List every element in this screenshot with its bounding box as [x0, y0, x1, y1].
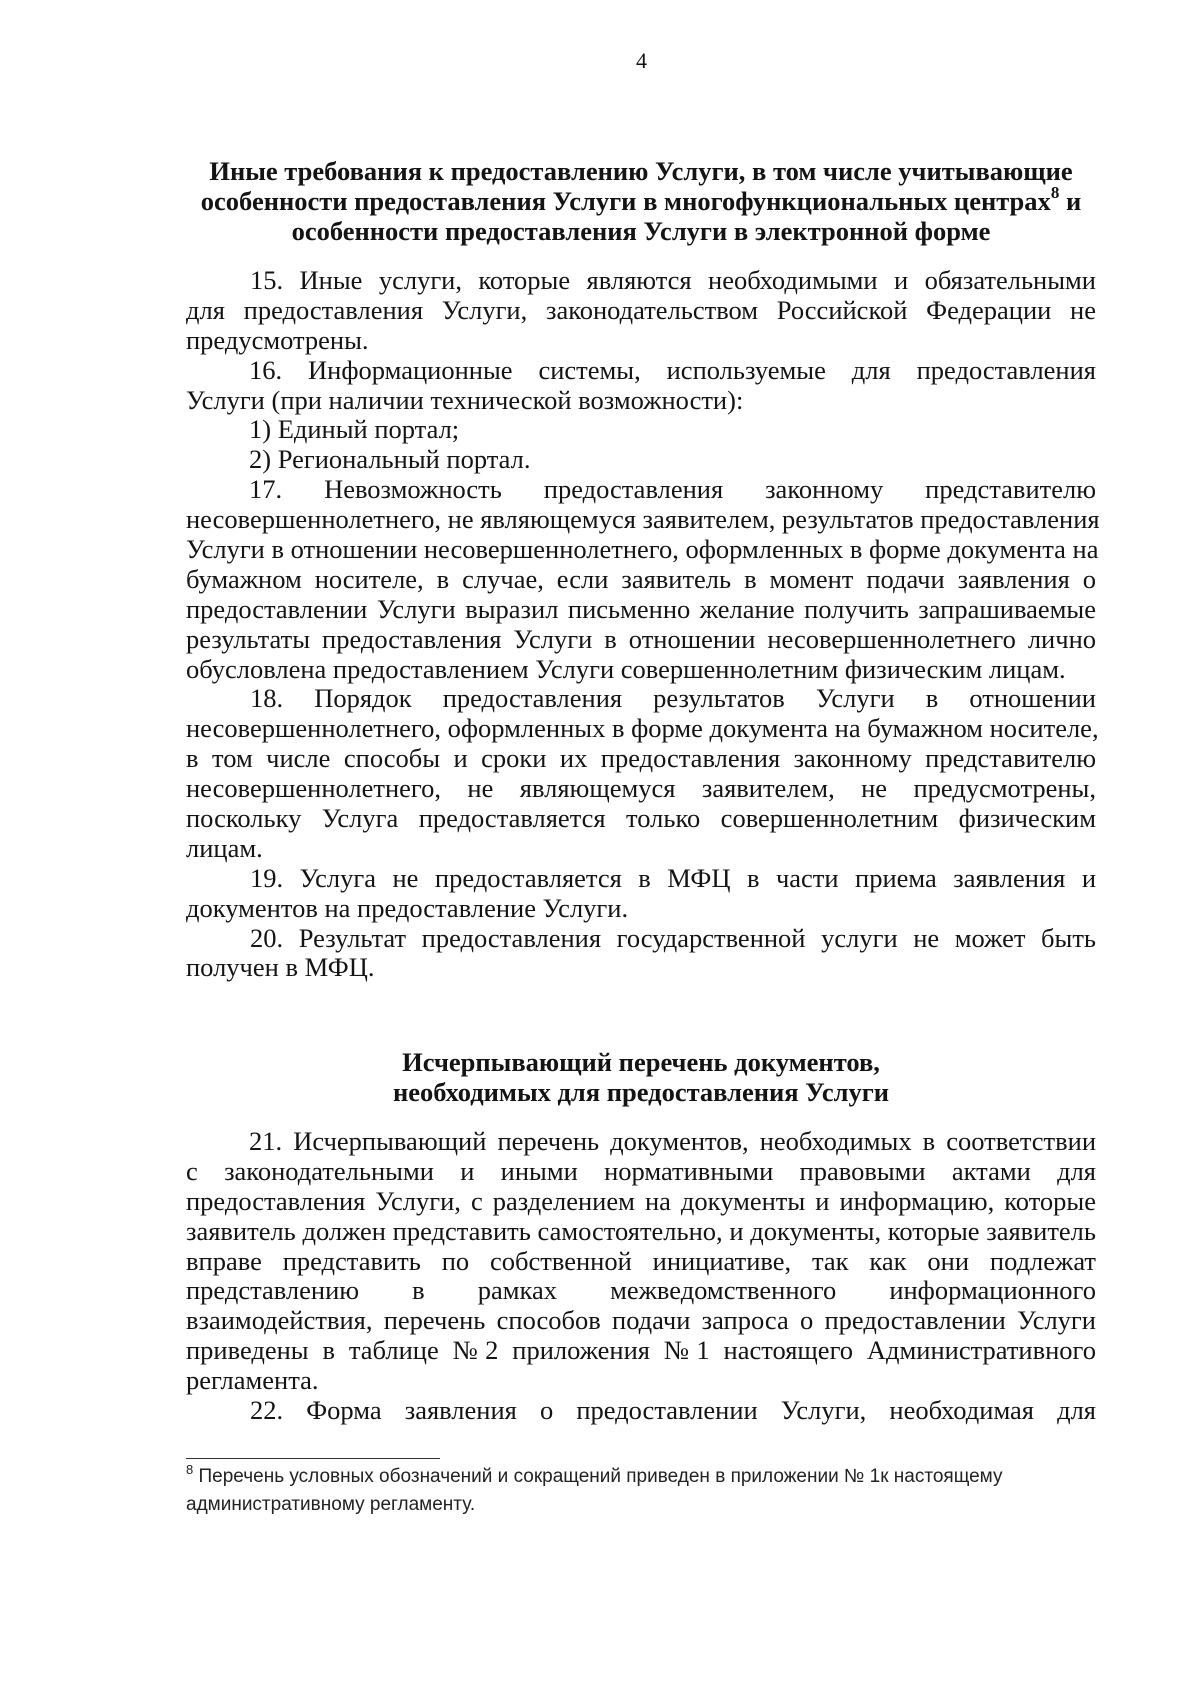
footnote-marker: 8: [186, 1461, 194, 1477]
footnote-text: Перечень условных обозначений и сокращений приведен в приложении № 1к настоящему: [193, 1466, 1003, 1487]
paragraph-21-line: приведены в таблице №2 приложения №1 настоящего Административного: [186, 1335, 1096, 1366]
paragraph-18-line: несовершеннолетнего, не являющемуся заявителем, не предусмотрены,: [186, 773, 1096, 804]
paragraph-21-line: с законодательными и иными нормативными правовыми актами для: [186, 1155, 1096, 1186]
heading-line-tail: и: [1059, 186, 1082, 216]
paragraph-15-line: 15. Иные услуги, которые являются необходимыми и обязательными: [250, 265, 1096, 295]
paragraph-22-line: 22. Форма заявления о предоставлении Услуги, необходимая для: [250, 1395, 1096, 1426]
paragraph-19-line: 19. Услуга не предоставляется в МФЦ в части приема заявления и: [250, 862, 1096, 893]
list-item-regional-portal: 2) Региональный портал.: [249, 444, 531, 475]
footnote-line: административному регламенту.: [186, 1494, 476, 1515]
paragraph-18-line: в том числе способы и сроки их предоставления законному представителю: [186, 743, 1096, 774]
section-body-documents-list: [186, 1127, 1096, 1426]
paragraph-17-line: обусловлена предоставлением Услуги совершеннолетним физическим лицам.: [186, 653, 1066, 684]
paragraph-17-line: результаты предоставления Услуги в отношении несовершеннолетнего лично: [186, 623, 1096, 654]
footnote-reference: 8: [1050, 183, 1060, 203]
paragraph-18-line: несовершеннолетнего, оформленных в форме документа на бумажном носителе,: [186, 713, 1099, 744]
paragraph-21-line: 21. Исчерпывающий перечень документов, необходимых в соответствии: [249, 1126, 1096, 1156]
paragraph-17-line: Услуги в отношении несовершеннолетнего, оформленных в форме документа на: [186, 534, 1099, 565]
footnote-line: [186, 1463, 1096, 1491]
paragraph-17-line: несовершеннолетнего, не являющемуся заявителем, результатов предоставления: [186, 504, 1100, 535]
paragraph-20-line: получен в МФЦ.: [186, 952, 375, 983]
paragraph-16-line: Услуги (при наличии технической возможности):: [186, 384, 744, 415]
footnote: [186, 1463, 1096, 1519]
paragraph-15-line: предусмотрены.: [186, 324, 369, 355]
heading-line: особенности предоставления Услуги в электронной форме: [291, 216, 991, 246]
paragraph-18-line: поскольку Услуга предоставляется только совершеннолетним физическим: [186, 803, 1096, 834]
paragraph-16-line: 16. Информационные системы, используемые для предоставления: [249, 354, 1096, 385]
footnote-separator: [186, 1458, 440, 1459]
heading-line: Иные требования к предоставлению Услуги, в том числе учитывающие: [209, 156, 1073, 186]
paragraph-17-line: предоставлении Услуги выразил письменно желание получить запрашиваемые: [186, 593, 1096, 624]
section-heading-documents-list: [186, 1047, 1096, 1107]
paragraph-18-line: лицам.: [186, 832, 263, 863]
section-heading-other-requirements: [186, 156, 1096, 246]
paragraph-18-line: 18. Порядок предоставления результатов Услуги в отношении: [250, 683, 1096, 714]
heading-line: [186, 183, 1096, 216]
section-body-other-requirements: [186, 265, 1100, 983]
paragraph-15-line: для предоставления Услуги, законодательством Российской Федерации не: [186, 294, 1096, 325]
paragraph-21-line: представлению в рамках межведомственного информационного: [186, 1275, 1096, 1306]
paragraph-21-line: заявитель должен представить самостоятельно, и документы, которые заявитель: [186, 1215, 1096, 1246]
page-number: 4: [636, 48, 647, 73]
paragraph-17-line: 17. Невозможность предоставления законному представителю: [249, 474, 1096, 505]
paragraph-19-line: документов на предоставление Услуги.: [186, 892, 629, 923]
paragraph-21-line: регламента.: [186, 1365, 319, 1396]
heading-line: Исчерпывающий перечень документов,: [402, 1047, 880, 1077]
paragraph-21-line: взаимодействия, перечень способов подачи запроса о предоставлении Услуги: [186, 1305, 1096, 1336]
heading-line: необходимых для предоставления Услуги: [392, 1077, 890, 1107]
paragraph-21-line: вправе представить по собственной инициативе, так как они подлежат: [186, 1245, 1096, 1276]
paragraph-21-line: предоставления Услуги, с разделением на документы и информацию, которые: [186, 1185, 1096, 1216]
paragraph-17-line: бумажном носителе, в случае, если заявитель в момент подачи заявления о: [186, 563, 1096, 594]
heading-line-text: особенности предоставления Услуги в многофункциональных центрах: [200, 186, 1051, 216]
paragraph-20-line: 20. Результат предоставления государственной услуги не может быть: [250, 922, 1096, 953]
list-item-single-portal: 1) Единый портал;: [249, 414, 460, 445]
